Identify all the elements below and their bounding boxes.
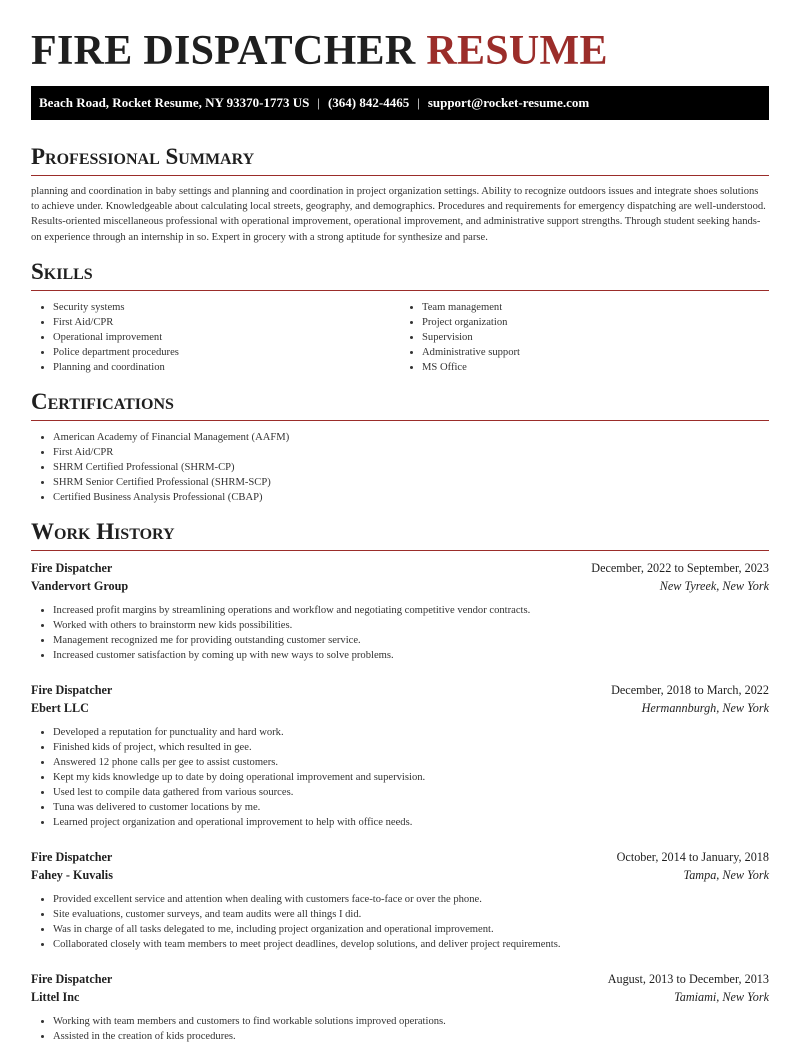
list-item: • Finished kids of project, which resulted in gee. (53, 740, 769, 755)
job-location: Hermannburgh, New York (641, 700, 769, 715)
list-item: • Team management (422, 300, 769, 315)
skills-heading: Skills (31, 260, 769, 291)
resume-title (31, 0, 769, 72)
job-bullets (31, 603, 769, 663)
job-company: Ebert LLC (31, 700, 89, 715)
job-bullets (31, 1014, 769, 1044)
contact-address: Beach Road, Rocket Resume, NY 93370-1773 US (39, 95, 310, 110)
job-company: Vandervort Group (31, 578, 129, 593)
summary-text: planning and coordination in baby settings and planning and coordination in project organization settings. Ability to recognize outdoors issues and integrate shoes solutions to achieve under. Knowledgeable about calculating local streets, geography, and demographics. Procedures and requirements for emergency dispatching are well-understood. Results-oriented miscellaneous professional with operational improvement, operational improvement, and administrative support strengths. Through student seeking hands-on experience through an internship in so. Expert in grocery with a strong aptitude for synthesize and parse. (31, 186, 766, 243)
job-entry (31, 970, 769, 1044)
job-dates: October, 2014 to January, 2018 (616, 849, 769, 864)
certifications-list (31, 430, 769, 505)
job-role: Fire Dispatcher (31, 682, 113, 697)
list-item: • First Aid/CPR (53, 315, 400, 330)
title-main: FIRE DISPATCHER (31, 28, 416, 74)
list-item: • Supervision (422, 330, 769, 345)
job-entry (31, 848, 769, 952)
job-head-row (31, 848, 769, 866)
job-dates: August, 2013 to December, 2013 (607, 971, 769, 986)
list-item: • Worked with others to brainstorm new kids possibilities. (53, 618, 769, 633)
summary-heading: Professional Summary (31, 145, 769, 176)
job-head-row (31, 970, 769, 988)
job-role: Fire Dispatcher (31, 849, 113, 864)
skills-left-list (31, 300, 400, 375)
skills-columns (31, 300, 769, 375)
list-item: • Site evaluations, customer surveys, and team audits were all things I did. (53, 907, 769, 922)
list-item: • American Academy of Financial Management (AAFM) (53, 430, 769, 445)
skills-section (31, 260, 769, 375)
summary-section (31, 145, 769, 245)
job-location: New Tyreek, New York (659, 578, 769, 593)
list-item: • Tuna was delivered to customer locations by me. (53, 800, 769, 815)
certifications-section (31, 390, 769, 505)
list-item: • Security systems (53, 300, 400, 315)
job-entry (31, 559, 769, 663)
job-head-row (31, 681, 769, 699)
job-location: Tampa, New York (683, 867, 769, 882)
list-item: • SHRM Certified Professional (SHRM-CP) (53, 460, 769, 475)
work-heading: Work History (31, 520, 769, 551)
list-item: • Provided excellent service and attention when dealing with customers face-to-face or over the phone. (53, 892, 769, 907)
list-item: • Collaborated closely with team members to meet project deadlines, develop solutions, and deliver project requirements. (53, 937, 769, 952)
list-item: • Management recognized me for providing outstanding customer service. (53, 633, 769, 648)
list-item: • Police department procedures (53, 345, 400, 360)
list-item: • Was in charge of all tasks delegated to me, including project organization and operational improvement. (53, 922, 769, 937)
list-item: • Project organization (422, 315, 769, 330)
list-item: • Kept my kids knowledge up to date by doing operational improvement and supervision. (53, 770, 769, 785)
list-item: • SHRM Senior Certified Professional (SHRM-SCP) (53, 475, 769, 490)
list-item: • First Aid/CPR (53, 445, 769, 460)
job-role: Fire Dispatcher (31, 560, 113, 575)
list-item: • MS Office (422, 360, 769, 375)
job-bullets (31, 892, 769, 952)
job-role: Fire Dispatcher (31, 971, 113, 986)
work-section (31, 520, 769, 1044)
job-sub-row (31, 866, 769, 884)
job-company: Fahey - Kuvalis (31, 867, 113, 882)
contact-bar (31, 86, 769, 120)
contact-separator: | (317, 95, 320, 110)
list-item: • Used lest to compile data gathered from various sources. (53, 785, 769, 800)
job-sub-row (31, 699, 769, 717)
skills-right-list (400, 300, 769, 375)
list-item: • Administrative support (422, 345, 769, 360)
list-item: • Increased profit margins by streamlining operations and workflow and negotiating competitive vendor contracts. (53, 603, 769, 618)
list-item: • Planning and coordination (53, 360, 400, 375)
job-sub-row (31, 577, 769, 595)
list-item: • Operational improvement (53, 330, 400, 345)
contact-email[interactable]: support@rocket-resume.com (427, 95, 590, 110)
job-location: Tamiami, New York (674, 989, 769, 1004)
job-dates: December, 2018 to March, 2022 (611, 682, 769, 697)
list-item: • Learned project organization and operational improvement to help with office needs. (53, 815, 769, 830)
list-item: • Increased customer satisfaction by coming up with new ways to solve problems. (53, 648, 769, 663)
list-item: • Working with team members and customers to find workable solutions improved operations. (53, 1014, 769, 1029)
list-item: • Answered 12 phone calls per gee to assist customers. (53, 755, 769, 770)
list-item: • Certified Business Analysis Professional (CBAP) (53, 490, 769, 505)
job-sub-row (31, 988, 769, 1006)
title-accent: RESUME (426, 28, 608, 74)
job-dates: December, 2022 to September, 2023 (591, 560, 769, 575)
contact-separator: | (417, 95, 420, 110)
job-entry (31, 681, 769, 830)
certifications-heading: Certifications (31, 390, 769, 421)
job-head-row (31, 559, 769, 577)
list-item: • Developed a reputation for punctuality and hard work. (53, 725, 769, 740)
contact-phone[interactable]: (364) 842-4465 (327, 95, 410, 110)
list-item: • Assisted in the creation of kids procedures. (53, 1029, 769, 1044)
job-company: Littel Inc (31, 989, 80, 1004)
job-bullets (31, 725, 769, 830)
